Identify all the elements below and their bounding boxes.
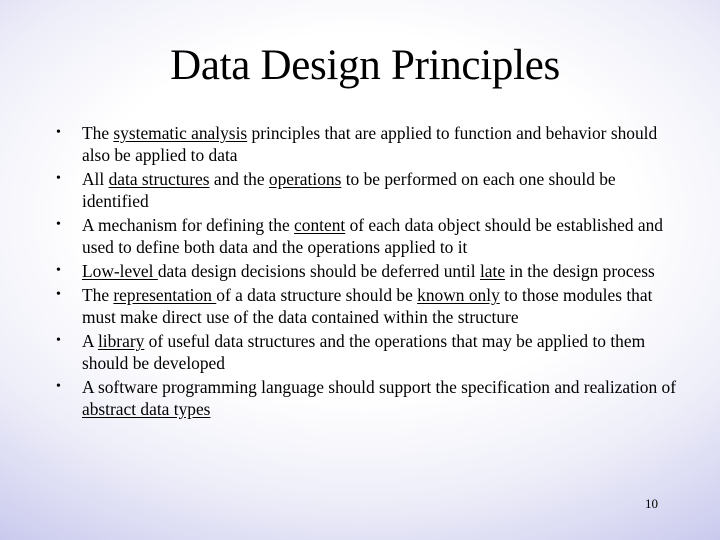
bullet-marker: • xyxy=(56,333,61,348)
bullet-item xyxy=(53,122,683,166)
slide-title: Data Design Principles xyxy=(170,42,560,89)
bullet-underlined-text: systematic analysis xyxy=(113,123,248,143)
bullet-text: and the xyxy=(209,169,269,189)
bullet-marker: • xyxy=(56,217,61,232)
bullet-text: data design decisions should be deferred until xyxy=(157,261,480,281)
bullet-marker: • xyxy=(56,171,61,186)
bullet-underlined-text: library xyxy=(97,331,145,351)
bullet-text: in the design process xyxy=(505,261,655,281)
bullet-item xyxy=(53,214,683,258)
bullet-text: The xyxy=(82,123,114,143)
bullet-text: All xyxy=(82,169,109,189)
bullet-text: to be performed on each one should be identified xyxy=(82,169,616,211)
bullet-underlined-text: data structures xyxy=(108,169,210,189)
bullet-text: The xyxy=(82,285,114,305)
bullet-item xyxy=(53,376,683,420)
bullet-text: principles that are applied to function and behavior should also be applied to data xyxy=(82,123,658,165)
bullet-text: A xyxy=(82,331,98,351)
bullet-text: of a data structure should be xyxy=(216,285,418,305)
bullet-marker: • xyxy=(56,263,61,278)
bullet-marker: • xyxy=(56,125,61,140)
bullet-underlined-text: operations xyxy=(268,169,342,189)
bullet-underlined-text: Low-level xyxy=(82,261,158,281)
bullet-text: of each data object should be established and used to define both data and the operations applied to it xyxy=(82,215,663,257)
bullet-marker: • xyxy=(56,287,61,302)
bullet-list xyxy=(53,122,683,422)
bullet-item xyxy=(53,284,683,328)
bullet-item xyxy=(53,168,683,212)
bullet-underlined-text: known only xyxy=(417,285,500,305)
bullet-underlined-text: representation xyxy=(113,285,217,305)
bullet-item xyxy=(53,260,683,282)
bullet-underlined-text: abstract data types xyxy=(82,399,211,419)
page-number: 10 xyxy=(645,496,658,511)
bullet-underlined-text: late xyxy=(479,261,506,281)
bullet-text: A mechanism for defining the xyxy=(82,215,295,235)
bullet-text: A software programming language should support the specification and realization of xyxy=(82,377,677,397)
bullet-text: of useful data structures and the operations that may be applied to them should be developed xyxy=(82,331,646,373)
bullet-marker: • xyxy=(56,379,61,394)
bullet-item xyxy=(53,330,683,374)
bullet-underlined-text: content xyxy=(294,215,346,235)
bullet-text: to those modules that must make direct use of the data contained within the structure xyxy=(82,285,653,327)
